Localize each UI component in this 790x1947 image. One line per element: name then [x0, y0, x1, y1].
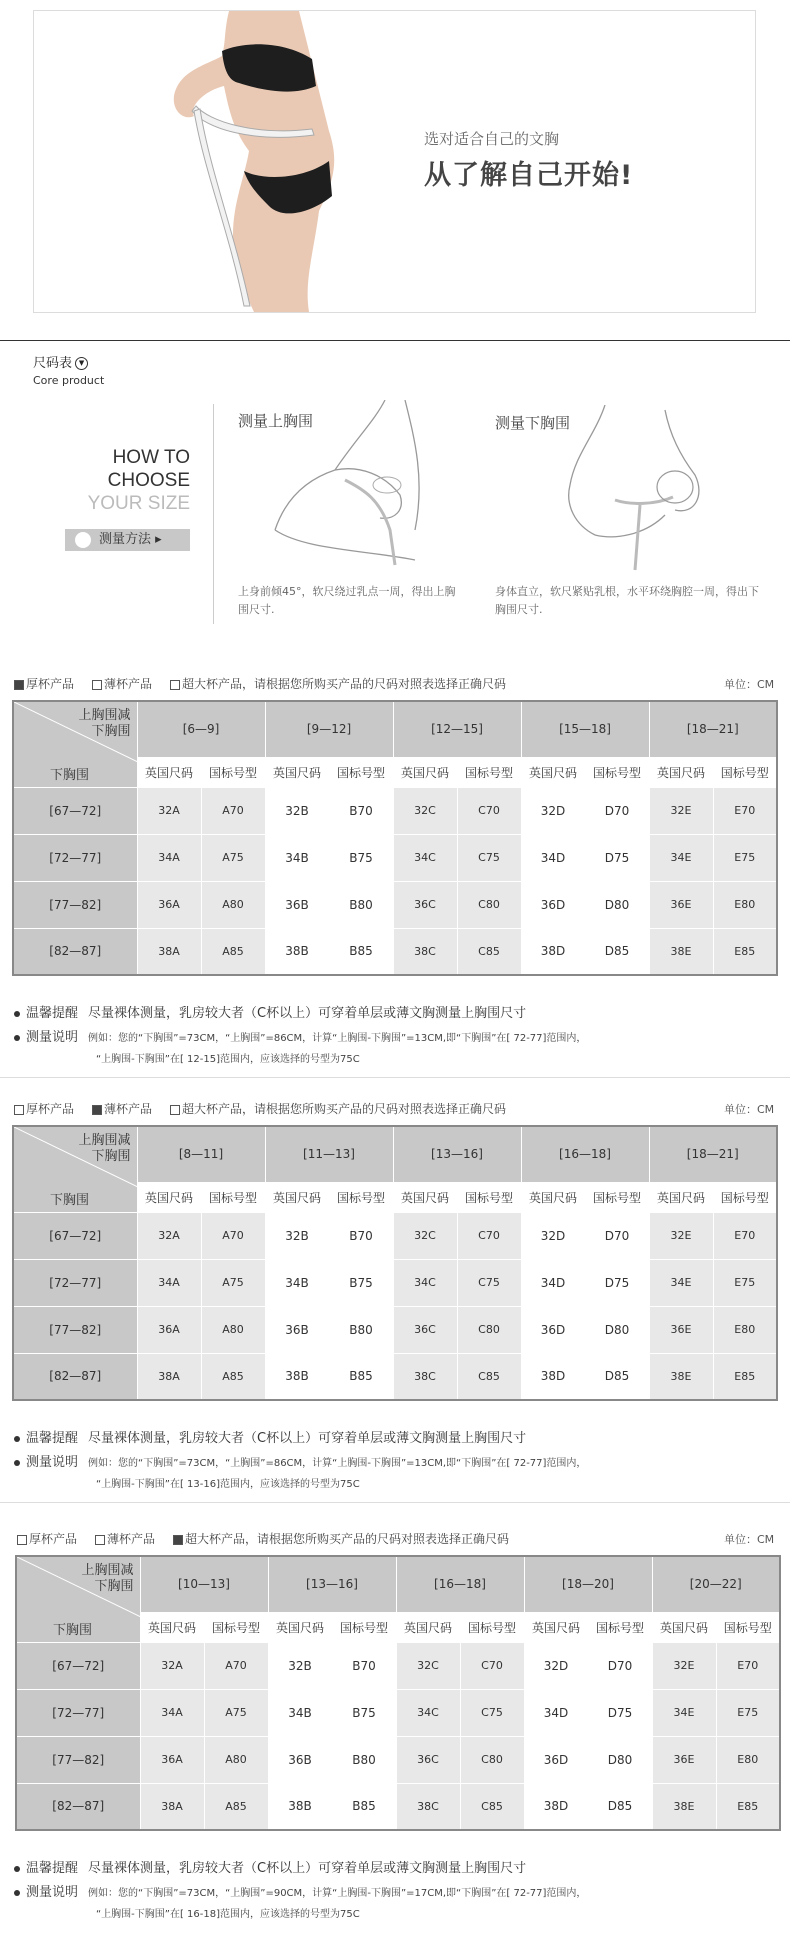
size-cell: A70: [201, 1212, 265, 1259]
size-cell: D85: [585, 928, 649, 975]
underbust-range-label: [82—87]: [13, 928, 137, 975]
size-cell: 34C: [393, 834, 457, 881]
size-cell: B85: [329, 1353, 393, 1400]
size-cell: 34D: [521, 1259, 585, 1306]
size-cell: 36B: [265, 881, 329, 928]
product-filter-row: [17, 1530, 509, 1547]
size-cell: 36A: [140, 1736, 204, 1783]
size-cell: C75: [457, 1259, 521, 1306]
howto-heading: [62, 446, 190, 515]
checkbox-icon[interactable]: [14, 1105, 24, 1115]
size-cell: 38C: [393, 1353, 457, 1400]
size-cell: B85: [329, 928, 393, 975]
uk-size-header: 英国尺码: [521, 1182, 585, 1212]
chevron-down-icon[interactable]: ▼: [75, 357, 88, 370]
table-row: [13, 881, 777, 928]
size-cell: B75: [332, 1689, 396, 1736]
tip-line: [14, 1427, 526, 1446]
size-cell: 32C: [393, 1212, 457, 1259]
bullet-icon: [14, 1436, 20, 1442]
underbust-range-label: [77—82]: [16, 1736, 140, 1783]
checkbox-icon[interactable]: [95, 1535, 105, 1545]
size-cell: 38E: [649, 928, 713, 975]
underbust-range-label: [77—82]: [13, 881, 137, 928]
product-filter-row: [14, 1100, 506, 1117]
size-cell: D80: [585, 1306, 649, 1353]
size-cell: B80: [329, 881, 393, 928]
corner-bottom-label: 下胸围: [53, 1623, 93, 1638]
cn-size-header: 国标号型: [329, 757, 393, 787]
size-chart-title: [33, 352, 88, 371]
size-cell: 34D: [524, 1689, 588, 1736]
uk-size-header: 英国尺码: [521, 757, 585, 787]
note-label: 测量说明: [26, 1030, 79, 1045]
size-cell: 32E: [652, 1642, 716, 1689]
table-row: [13, 1212, 777, 1259]
filter-option-0[interactable]: [14, 1102, 74, 1116]
size-cell: A75: [201, 834, 265, 881]
size-cell: 34B: [265, 1259, 329, 1306]
size-cell: 36B: [268, 1736, 332, 1783]
uk-size-header: 英国尺码: [137, 757, 201, 787]
bullet-icon: [14, 1866, 20, 1872]
underbust-range-label: [72—77]: [16, 1689, 140, 1736]
cn-size-header: 国标号型: [201, 757, 265, 787]
range-header: [9—12]: [265, 701, 393, 757]
size-cell: B80: [332, 1736, 396, 1783]
size-cell: 38B: [265, 928, 329, 975]
size-cell: E85: [713, 928, 777, 975]
checkbox-icon[interactable]: [14, 680, 24, 690]
size-cell: C75: [457, 834, 521, 881]
size-cell: D80: [588, 1736, 652, 1783]
range-header: [18—21]: [649, 701, 777, 757]
under-bust-description: 身体直立，软尺紧贴乳根，水平环绕胸腔一周，得出下胸围尺寸.: [495, 585, 759, 616]
tip-label: 温馨提醒: [26, 1431, 79, 1446]
size-cell: B70: [329, 787, 393, 834]
uk-size-header: 英国尺码: [396, 1612, 460, 1642]
filter-option-2[interactable]: [173, 1532, 509, 1546]
table-row: [13, 1353, 777, 1400]
table-row: [13, 928, 777, 975]
size-cell: 34B: [268, 1689, 332, 1736]
size-cell: C70: [460, 1642, 524, 1689]
size-cell: B80: [329, 1306, 393, 1353]
filter-option-1[interactable]: [95, 1532, 155, 1546]
cn-size-header: 国标号型: [716, 1612, 780, 1642]
filter-option-2[interactable]: [170, 677, 506, 691]
upper-bust-description: 上身前倾45°，软尺绕过乳点一周，得出上胸围尺寸.: [238, 585, 456, 616]
size-cell: A80: [201, 881, 265, 928]
size-cell: 32C: [393, 787, 457, 834]
size-cell: 38B: [265, 1353, 329, 1400]
table-row: [16, 1736, 780, 1783]
tip-line: [14, 1002, 526, 1021]
size-cell: D70: [585, 1212, 649, 1259]
corner-top-label: 上胸围减 下胸围: [81, 1563, 134, 1594]
cn-size-header: 国标号型: [204, 1612, 268, 1642]
size-cell: C80: [457, 1306, 521, 1353]
size-cell: D70: [585, 787, 649, 834]
table-corner-header: [16, 1556, 140, 1642]
filter-label: 薄杯产品: [104, 1102, 153, 1116]
checkbox-icon[interactable]: [92, 1105, 102, 1115]
size-cell: A80: [201, 1306, 265, 1353]
howto-line-3: YOUR SIZE: [87, 493, 190, 514]
upper-bust-title: 测量上胸围: [238, 412, 314, 430]
section-separator: [0, 1077, 790, 1078]
size-cell: 34E: [652, 1689, 716, 1736]
size-cell: D80: [585, 881, 649, 928]
hero-banner: [33, 10, 756, 313]
size-cell: C75: [460, 1689, 524, 1736]
size-cell: 36A: [137, 1306, 201, 1353]
range-header: [18—21]: [649, 1126, 777, 1182]
size-cell: 36E: [649, 1306, 713, 1353]
note-label: 测量说明: [26, 1455, 79, 1470]
size-cell: 38A: [137, 928, 201, 975]
size-cell: A75: [204, 1689, 268, 1736]
under-bust-illustration: [555, 405, 715, 575]
uk-size-header: 英国尺码: [268, 1612, 332, 1642]
bullet-icon: [14, 1035, 20, 1041]
note-text-2: “上胸围-下胸围”在[ 13-16]范围内，应该选择的号型为75C: [96, 1479, 360, 1490]
size-cell: B75: [329, 1259, 393, 1306]
unit-label: 单位：CM: [724, 678, 775, 691]
filter-option-1[interactable]: [92, 677, 152, 691]
note-text-1: 例如：您的“下胸围”=73CM，“上胸围”=86CM，计算“上胸围-下胸围”=13CM,即“下胸围”在[ 72-77]范围内，: [88, 1033, 587, 1044]
corner-top-label: 上胸围减 下胸围: [78, 708, 131, 739]
corner-top-label: 上胸围减 下胸围: [78, 1133, 131, 1164]
measure-method-label: 测量方法 ▸: [99, 532, 162, 547]
underbust-range-label: [72—77]: [13, 834, 137, 881]
size-cell: 38B: [268, 1783, 332, 1830]
hero-subtitle: 选对适合自己的文胸: [424, 130, 560, 148]
size-cell: E80: [716, 1736, 780, 1783]
uk-size-header: 英国尺码: [524, 1612, 588, 1642]
upper-bust-illustration: [265, 400, 445, 575]
size-cell: 34D: [521, 834, 585, 881]
under-bust-title: 测量下胸围: [495, 414, 571, 432]
table-row: [16, 1783, 780, 1830]
corner-bottom-label: 下胸围: [50, 1193, 90, 1208]
size-cell: 38E: [652, 1783, 716, 1830]
underbust-range-label: [67—72]: [13, 1212, 137, 1259]
size-cell: A70: [204, 1642, 268, 1689]
range-header: [10—13]: [140, 1556, 268, 1612]
tip-text: 尽量裸体测量，乳房较大者（C杯以上）可穿着单层或薄文胸测量上胸围尺寸: [88, 1006, 527, 1021]
size-cell: 32A: [140, 1642, 204, 1689]
corner-bottom-label: 下胸围: [50, 768, 90, 783]
note-line: [14, 1881, 586, 1900]
size-cell: C85: [460, 1783, 524, 1830]
size-cell: 36C: [396, 1736, 460, 1783]
size-cell: C85: [457, 1353, 521, 1400]
product-filter-row: [14, 675, 506, 692]
underbust-range-label: [67—72]: [16, 1642, 140, 1689]
size-cell: A85: [201, 928, 265, 975]
size-cell: B75: [329, 834, 393, 881]
cn-size-header: 国标号型: [713, 1182, 777, 1212]
range-header: [18—20]: [524, 1556, 652, 1612]
size-cell: 32B: [265, 1212, 329, 1259]
table-row: [13, 1259, 777, 1306]
filter-label: 厚杯产品: [26, 1102, 75, 1116]
underbust-range-label: [72—77]: [13, 1259, 137, 1306]
size-cell: 32E: [649, 787, 713, 834]
tip-line: [14, 1857, 526, 1876]
cn-size-header: 国标号型: [201, 1182, 265, 1212]
size-cell: E75: [713, 1259, 777, 1306]
checkbox-icon[interactable]: [170, 680, 180, 690]
size-cell: C80: [457, 881, 521, 928]
size-cell: E75: [716, 1689, 780, 1736]
size-table: [15, 1555, 781, 1831]
range-header: [16—18]: [396, 1556, 524, 1612]
tip-label: 温馨提醒: [26, 1006, 79, 1021]
filter-label: 厚杯产品: [29, 1532, 78, 1546]
size-cell: E85: [713, 1353, 777, 1400]
cn-size-header: 国标号型: [585, 1182, 649, 1212]
size-cell: E70: [713, 787, 777, 834]
size-cell: 34A: [140, 1689, 204, 1736]
size-cell: A75: [201, 1259, 265, 1306]
table-row: [13, 1306, 777, 1353]
size-cell: 32B: [268, 1642, 332, 1689]
size-cell: D75: [585, 1259, 649, 1306]
checkbox-icon[interactable]: [92, 680, 102, 690]
checkbox-icon[interactable]: [17, 1535, 27, 1545]
cn-size-header: 国标号型: [329, 1182, 393, 1212]
filter-option-0[interactable]: [14, 677, 74, 691]
unit-label: 单位：CM: [724, 1533, 775, 1546]
size-cell: 38C: [393, 928, 457, 975]
ruler-icon: [75, 532, 91, 548]
size-cell: 34A: [137, 834, 201, 881]
range-header: [13—16]: [268, 1556, 396, 1612]
size-cell: 32D: [521, 787, 585, 834]
cn-size-header: 国标号型: [585, 757, 649, 787]
section-separator: [0, 1502, 790, 1503]
note-text-2: “上胸围-下胸围”在[ 16-18]范围内，应该选择的号型为75C: [96, 1909, 360, 1920]
uk-size-header: 英国尺码: [265, 757, 329, 787]
uk-size-header: 英国尺码: [652, 1612, 716, 1642]
size-cell: C70: [457, 787, 521, 834]
size-cell: D85: [588, 1783, 652, 1830]
filter-label: 超大杯产品，请根据您所购买产品的尺码对照表选择正确尺码: [185, 1532, 510, 1546]
size-cell: 32D: [521, 1212, 585, 1259]
range-header: [6—9]: [137, 701, 265, 757]
range-header: [16—18]: [521, 1126, 649, 1182]
cn-size-header: 国标号型: [713, 757, 777, 787]
size-cell: 36D: [521, 881, 585, 928]
size-cell: 34C: [393, 1259, 457, 1306]
size-cell: B70: [332, 1642, 396, 1689]
bullet-icon: [14, 1011, 20, 1017]
size-cell: D85: [585, 1353, 649, 1400]
filter-label: 超大杯产品，请根据您所购买产品的尺码对照表选择正确尺码: [182, 677, 507, 691]
section-caption: Core product: [33, 374, 105, 387]
table-row: [16, 1689, 780, 1736]
filter-option-0[interactable]: [17, 1532, 77, 1546]
note-line: [14, 1026, 586, 1045]
size-cell: D75: [588, 1689, 652, 1736]
howto-line-1: HOW TO: [112, 447, 190, 468]
size-cell: 38E: [649, 1353, 713, 1400]
range-header: [20—22]: [652, 1556, 780, 1612]
size-cell: 34C: [396, 1689, 460, 1736]
model-photo-illustration: [134, 11, 394, 312]
bullet-icon: [14, 1460, 20, 1466]
note-text-1: 例如：您的“下胸围”=73CM，“上胸围”=90CM，计算“上胸围-下胸围”=17CM,即“下胸围”在[ 72-77]范围内，: [88, 1888, 587, 1899]
filter-label: 薄杯产品: [107, 1532, 156, 1546]
size-cell: 36C: [393, 1306, 457, 1353]
size-cell: 36E: [649, 881, 713, 928]
uk-size-header: 英国尺码: [137, 1182, 201, 1212]
measure-method-button[interactable]: [65, 529, 190, 551]
range-header: [12—15]: [393, 701, 521, 757]
size-cell: 32C: [396, 1642, 460, 1689]
tip-text: 尽量裸体测量，乳房较大者（C杯以上）可穿着单层或薄文胸测量上胸围尺寸: [88, 1431, 527, 1446]
size-cell: 36C: [393, 881, 457, 928]
size-cell: 36E: [652, 1736, 716, 1783]
range-header: [8—11]: [137, 1126, 265, 1182]
tip-label: 温馨提醒: [26, 1861, 79, 1876]
range-header: [13—16]: [393, 1126, 521, 1182]
bullet-icon: [14, 1890, 20, 1896]
size-cell: 34A: [137, 1259, 201, 1306]
size-cell: 36D: [524, 1736, 588, 1783]
uk-size-header: 英国尺码: [393, 757, 457, 787]
size-cell: B85: [332, 1783, 396, 1830]
size-cell: 38D: [524, 1783, 588, 1830]
size-cell: A85: [204, 1783, 268, 1830]
size-cell: E80: [713, 1306, 777, 1353]
size-cell: B70: [329, 1212, 393, 1259]
filter-label: 超大杯产品，请根据您所购买产品的尺码对照表选择正确尺码: [182, 1102, 507, 1116]
size-cell: 32E: [649, 1212, 713, 1259]
note-text-1: 例如：您的“下胸围”=73CM，“上胸围”=86CM，计算“上胸围-下胸围”=13CM,即“下胸围”在[ 72-77]范围内，: [88, 1458, 587, 1469]
table-row: [13, 834, 777, 881]
size-cell: D75: [585, 834, 649, 881]
size-table: [12, 700, 778, 976]
size-cell: A70: [201, 787, 265, 834]
section-divider: [0, 340, 790, 341]
size-cell: 38D: [521, 928, 585, 975]
size-cell: E70: [716, 1642, 780, 1689]
size-cell: 32D: [524, 1642, 588, 1689]
underbust-range-label: [82—87]: [13, 1353, 137, 1400]
table-row: [13, 787, 777, 834]
filter-label: 厚杯产品: [26, 677, 75, 691]
uk-size-header: 英国尺码: [140, 1612, 204, 1642]
note-label: 测量说明: [26, 1885, 79, 1900]
range-header: [15—18]: [521, 701, 649, 757]
range-header: [11—13]: [265, 1126, 393, 1182]
filter-label: 薄杯产品: [104, 677, 153, 691]
size-cell: E80: [713, 881, 777, 928]
note-text-2: “上胸围-下胸围”在[ 12-15]范围内，应该选择的号型为75C: [96, 1054, 360, 1065]
cn-size-header: 国标号型: [588, 1612, 652, 1642]
table-corner-header: [13, 1126, 137, 1212]
table-row: [16, 1642, 780, 1689]
uk-size-header: 英国尺码: [393, 1182, 457, 1212]
size-cell: C80: [460, 1736, 524, 1783]
filter-option-2[interactable]: [170, 1102, 506, 1116]
size-cell: 38D: [521, 1353, 585, 1400]
size-cell: 32A: [137, 787, 201, 834]
size-chart-title-text: 尺码表: [33, 356, 73, 371]
note-line: [14, 1451, 586, 1470]
unit-label: 单位：CM: [724, 1103, 775, 1116]
cn-size-header: 国标号型: [332, 1612, 396, 1642]
size-cell: 32A: [137, 1212, 201, 1259]
size-cell: D70: [588, 1642, 652, 1689]
size-cell: 32B: [265, 787, 329, 834]
size-cell: E85: [716, 1783, 780, 1830]
size-cell: A85: [201, 1353, 265, 1400]
size-cell: A80: [204, 1736, 268, 1783]
checkbox-icon[interactable]: [170, 1105, 180, 1115]
underbust-range-label: [77—82]: [13, 1306, 137, 1353]
howto-line-2: CHOOSE: [107, 470, 190, 491]
table-corner-header: [13, 701, 137, 787]
tip-text: 尽量裸体测量，乳房较大者（C杯以上）可穿着单层或薄文胸测量上胸围尺寸: [88, 1861, 527, 1876]
size-cell: C70: [457, 1212, 521, 1259]
size-cell: 38C: [396, 1783, 460, 1830]
size-cell: 34E: [649, 834, 713, 881]
uk-size-header: 英国尺码: [649, 1182, 713, 1212]
cn-size-header: 国标号型: [457, 757, 521, 787]
cn-size-header: 国标号型: [460, 1612, 524, 1642]
underbust-range-label: [67—72]: [13, 787, 137, 834]
size-cell: 36B: [265, 1306, 329, 1353]
underbust-range-label: [82—87]: [16, 1783, 140, 1830]
size-cell: 34B: [265, 834, 329, 881]
size-cell: 36A: [137, 881, 201, 928]
size-cell: 34E: [649, 1259, 713, 1306]
checkbox-icon[interactable]: [173, 1535, 183, 1545]
cn-size-header: 国标号型: [457, 1182, 521, 1212]
size-cell: 36D: [521, 1306, 585, 1353]
vertical-divider: [213, 404, 214, 624]
uk-size-header: 英国尺码: [649, 757, 713, 787]
hero-headline: 从了解自己开始!: [424, 160, 634, 191]
size-table: [12, 1125, 778, 1401]
size-cell: 38A: [140, 1783, 204, 1830]
filter-option-1[interactable]: [92, 1102, 152, 1116]
size-cell: 38A: [137, 1353, 201, 1400]
uk-size-header: 英国尺码: [265, 1182, 329, 1212]
size-cell: E75: [713, 834, 777, 881]
size-cell: C85: [457, 928, 521, 975]
size-cell: E70: [713, 1212, 777, 1259]
